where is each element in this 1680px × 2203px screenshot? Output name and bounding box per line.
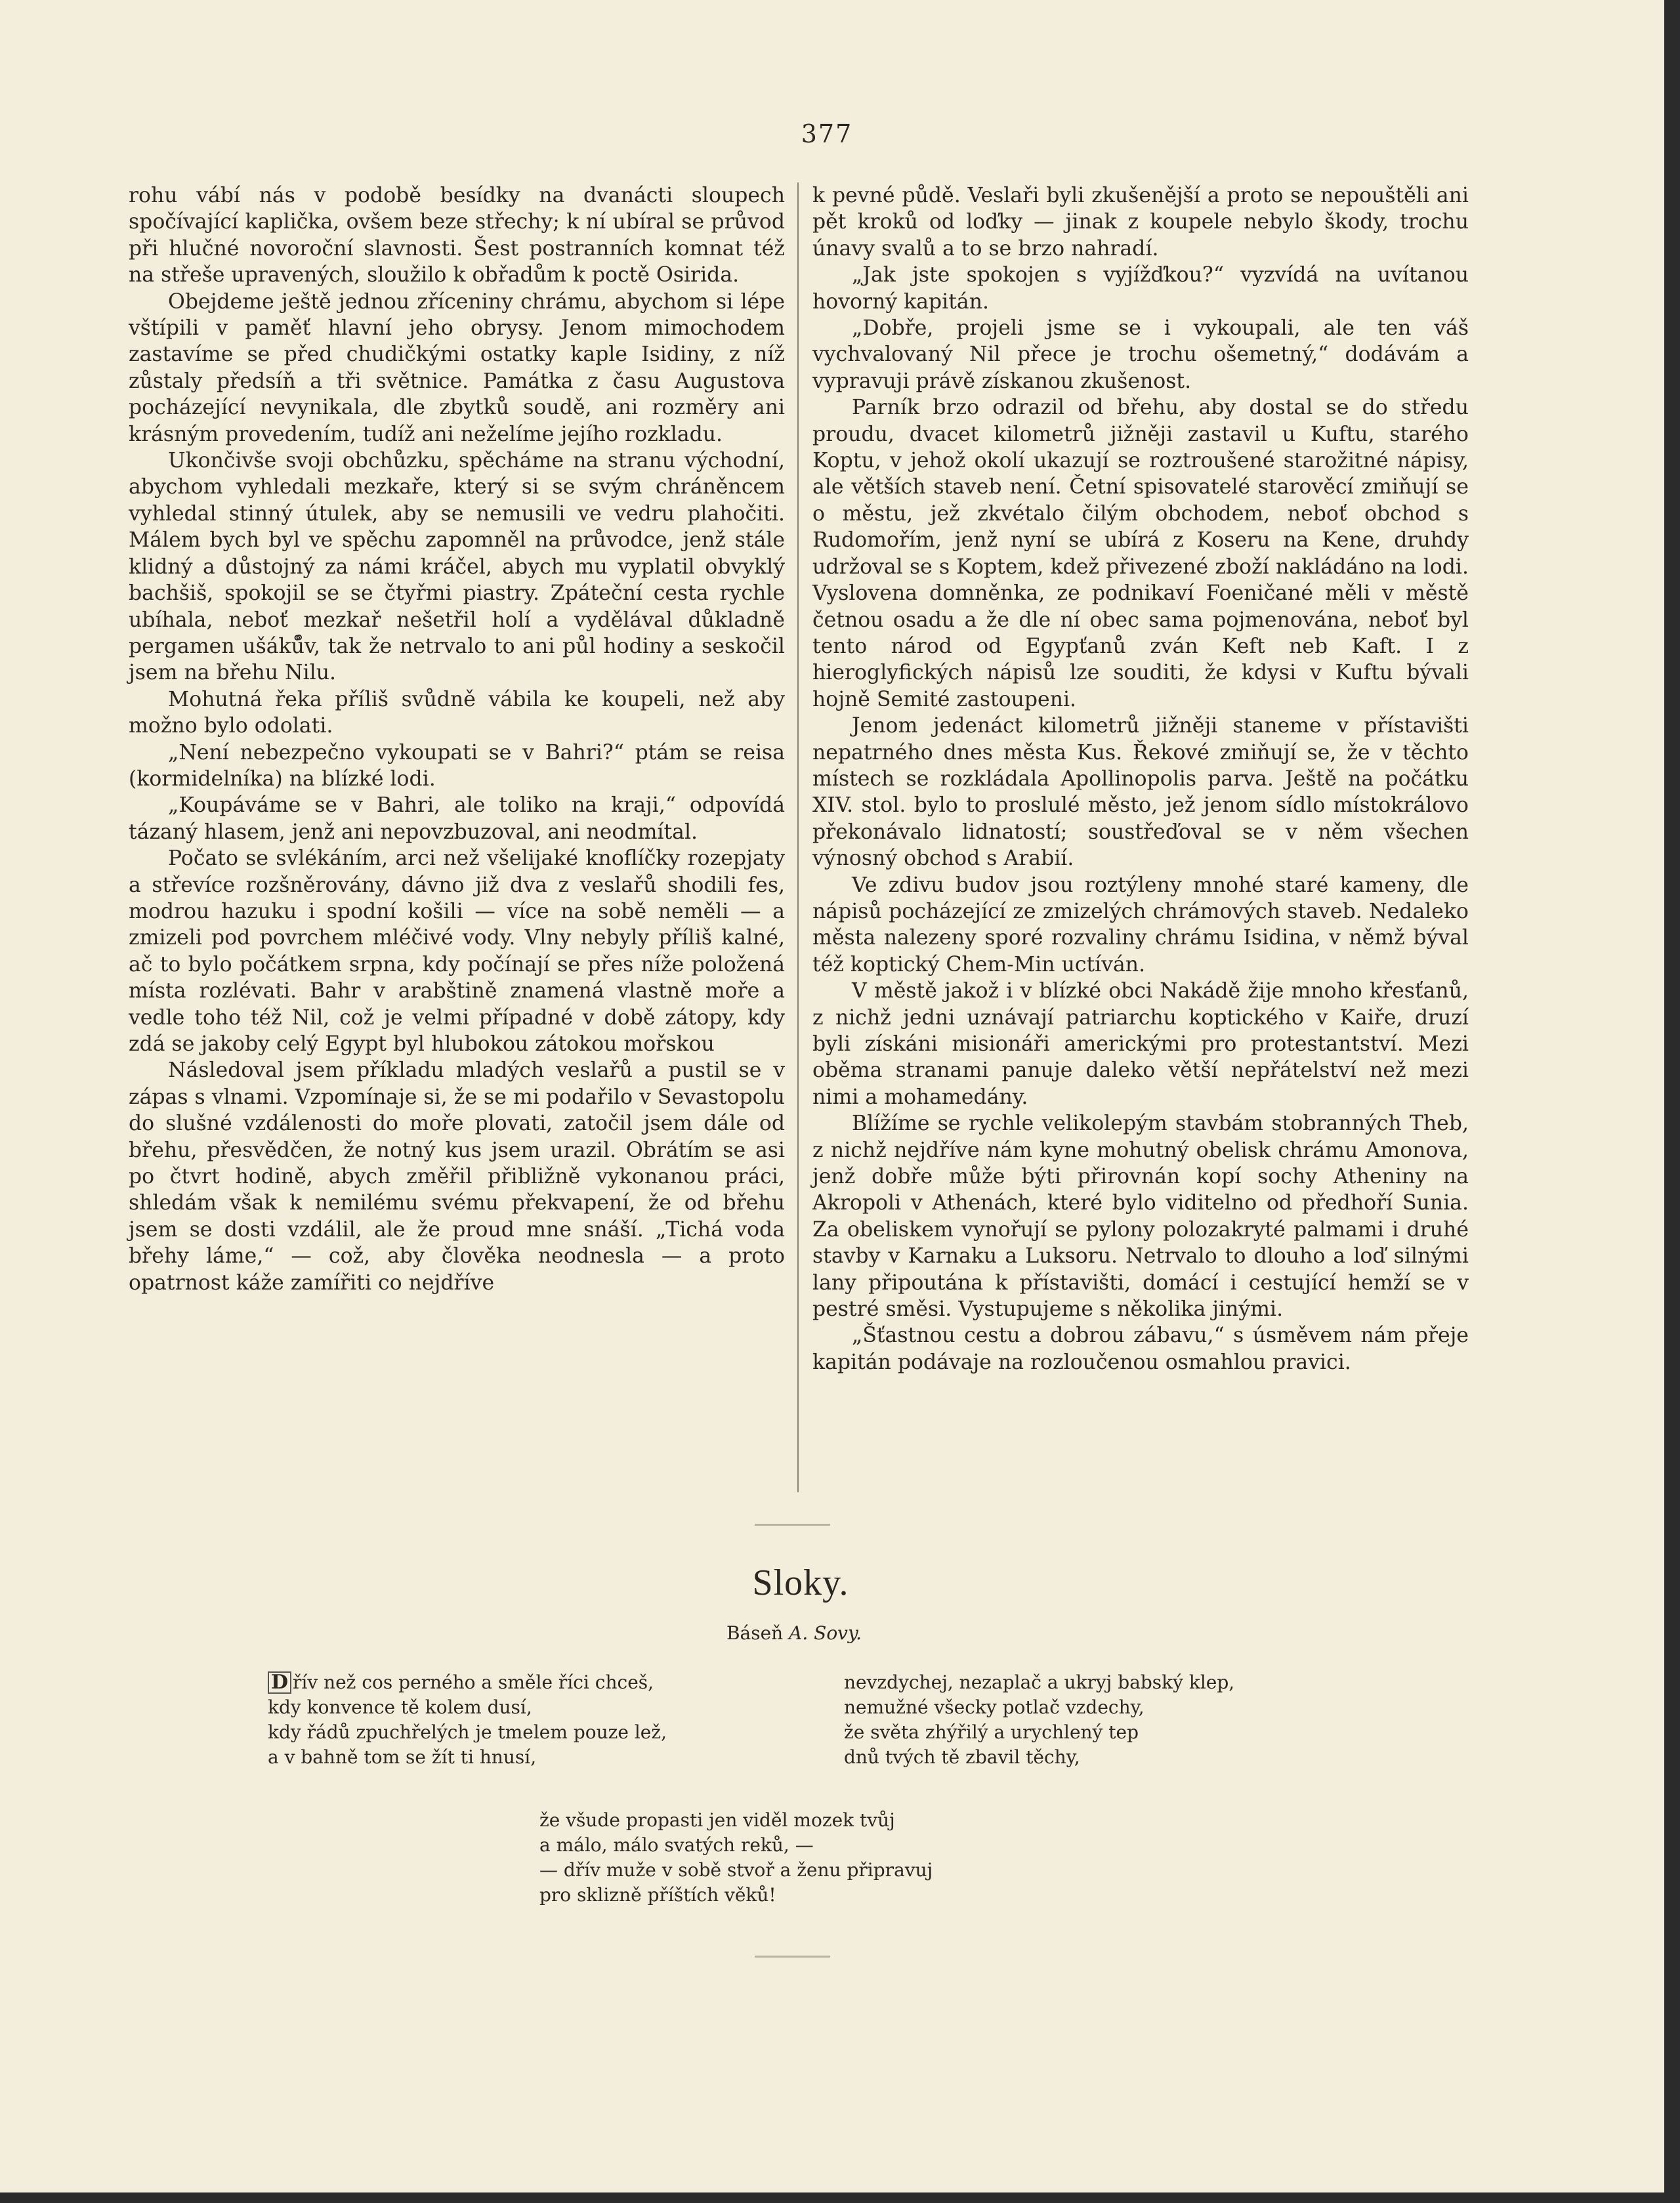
left-paragraph: „Koupáváme se v Bahri, ale toliko na kraji,“ odpovídá tázaný hlasem, jenž ani nepovzbuzoval, ani neodmítal. [129,793,785,844]
left-column [129,182,785,1296]
poem-line: nevzdychej, nezaplač a ukryj babský klep, [844,1671,1235,1693]
ornamental-initial: D [268,1671,291,1694]
right-paragraph: „Jak jste spokojen s vyjížďkou?“ vyzvídá na uvítanou hovorný kapitán. [812,263,1469,314]
right-paragraph: „Dobře, projeli jsme se i vykoupali, ale ten váš vychvalovaný Nil přece je trochu ošemetný,“ dodávám a vypravuji právě získanou zkušenost. [812,316,1469,393]
poem-stanza-3 [539,1808,1130,1908]
poem-line: kdy konvence tě kolem dusí, [268,1696,532,1718]
poem-byline [0,1622,1588,1644]
poem-line: že všude propasti jen viděl mozek tvůj [539,1809,895,1831]
right-paragraph: Ve zdivu budov jsou roztýleny mnohé staré kameny, dle nápisů pocházející ze zmizelých chrámových staveb. Nedaleko města nalezeny sporé rozvaliny chrámu Isidina, v němž býval též koptický Chem-Min uctíván. [812,873,1469,976]
left-paragraph: Obejdeme ještě jednou zříceniny chrámu, abychom si lépe vštípili v paměť hlavní jeho obrysy. Jenom mimochodem zastavíme se před chudičkými ostatky kaple Isidiny, z níž zůstaly předsíň a tři světnice. Památka z času Augustova pocházející nevynikala, dle zbytků soudě, ani rozměry ani krásným provedením, tudíž ani neželíme jejího rozkladu. [129,289,785,446]
left-paragraph: Počato se svlékáním, arci než všelijaké knoflíčky rozepjaty a střevíce rozšněrovány, dávno již dva z veslařů shodili fes, modrou hazuku i spodní košili — více na sobě neměli — a zmizeli pod povrchem mléčivé vody. Vlny nebyly příliš kalné, ač to bylo počátkem srpna, kdy počínají se přes níže položená místa rozlévati. Bahr v arabštině znamená vlastně moře a vedle toho též Nil, což je velmi případné v době zátopy, kdy zdá se jakoby celý Egypt byl hlubokou zátokou mořskou [129,847,785,1056]
left-paragraph: Ukončivše svoji obchůzku, spěcháme na stranu východní, abychom vyhledali mezkaře, který si se svým chráněncem vyhledal stinný útulek, aby se nemusili ve vedru plahočiti. Málem bych byl ve spěchu zapomněl na průvodce, jenž stále klidný a důstojný za námi kráčel, abych mu vyplatil obvyklý bachšiš, spokojil se se čtyřmi piastry. Zpáteční cesta rychle ubíhala, neboť mezkař nešetřil holí a vydělával důkladně pergamen ušáků̊v, tak že netrvalo to ani půl hodiny a seskočil jsem na břehu Nilu. [129,449,785,685]
byline-prefix: Báseň [726,1622,784,1644]
scan-edge-right [1664,0,1680,2203]
left-paragraph: rohu vábí nás v podobě besídky na dvanácti sloupech spočívající kaplička, ovšem beze střechy; k ní ubíral se průvod při hlučné novoroční slavnosti. Šest postranních komnat též na střeše upravených, sloužilo k obřadům k poctě Osirida. [129,184,785,287]
poem-line: — dřív muže v sobě stvoř a ženu připravuj [539,1859,933,1881]
separator-rule [755,1524,830,1526]
scan-edge-bottom [0,2193,1680,2203]
poem-stanza-2 [844,1670,1369,1770]
poem-line: pro sklizně příštích věků! [539,1884,776,1906]
poem-line: že světa zhýřilý a urychlený tep [844,1721,1139,1743]
separator-rule [755,1956,830,1958]
right-paragraph: Blížíme se rychle velikolepým stavbám stobranných Theb, z nichž nejdříve nám kyne mohutný obelisk chrámu Amonova, jenž dobře může býti přirovnán kopí sochy Atheniny na Akropoli v Athenách, které bylo viditelno od předhoří Sunia. Za obeliskem vynořují se pylony polozakryté palmami i druhé stavby v Karnaku a Luksoru. Netrvalo to dlouho a loď silnými lany připoutána k přístavišti, domácí i cestující hemží se v pestré směsi. Vystupujeme s několika jinými. [812,1112,1469,1322]
poem-line: dnů tvých tě zbavil těchy, [844,1746,1080,1768]
left-paragraph: Následoval jsem příkladu mladých veslařů a pustil se v zápas s vlnami. Vzpomínaje si, že se mi podařilo v Sevastopolu do slušné vzdálenosti do moře plovati, zatočil jsem dále od břehu, přesvědčen, že notný kus jsem urazil. Obrátím se asi po čtvrt hodině, abych změřil přibližně vykonanou práci, shledám však k nemilému svému překvapení, že od břehu jsem se dosti vzdálil, ale že proud mne snáší. „Tichá voda břehy láme,“ — což, aby člověka neodnesla — a proto opatrnost káže zamířiti co nejdříve [129,1059,785,1295]
poem-line: nemužné všecky potlač vzdechy, [844,1696,1144,1718]
poem-stanza-1 [268,1670,806,1770]
poem-line: kdy řádů zpuchřelých je tmelem pouze lež, [268,1721,667,1743]
poem-title: Sloky. [752,1563,849,1603]
right-column [812,182,1469,1375]
left-paragraph: „Není nebezpečno vykoupati se v Bahri?“ ptám se reisa (kormidelníka) na blízké lodi. [129,740,785,791]
poem-line: a v bahně tom se žít ti hnusí, [268,1746,537,1768]
right-paragraph: V městě jakož i v blízké obci Nakádě žije mnoho křesťanů, z nichž jedni uznávají patriarchu koptického v Kaiře, druzí byli získáni misionáři americkými pro protestantství. Mezi oběma stranami panuje daleko větší nepřátelství než mezi nimi a mohamedány. [812,979,1469,1109]
right-paragraph: Jenom jedenáct kilometrů jižněji staneme v přístavišti nepatrného dnes města Kus. Řekové zmiňují se, že v těchto místech se rozkládala Apollinopolis parva. Ještě na počátku XIV. stol. bylo to proslulé město, jež jenom sídlo místokrálovo překonávalo lidnatostí; soustřeďoval se v něm všechen výnosný obchod s Arabií. [812,714,1469,871]
right-paragraph: Parník brzo odrazil od břehu, aby dostal se do středu proudu, dvacet kilometrů jižněji zastavil u Kuftu, starého Koptu, v jehož okolí ukazují se roztroušené starožitné nápisy, ale větších staveb není. Četní spisovatelé starověcí zmiňují se o městu, jež zkvétalo čilým obchodem, neboť obchod s Rudomořím, jenž nyní se ubírá z Koseru na Kene, druhdy udržoval se s Koptem, kdež přivezené zboží nakládáno na lodi. Vyslovena domněnka, ze podnikaví Foeničané měli v městě četnou osadu a že dle ní obec sama pojmenována, neboť byl tento národ od Egypťanů zván Keft neb Kaft. I z hieroglyfických nápisů lze souditi, že kdysi v Kuftu bývali hojně Semité zastoupeni. [812,396,1469,711]
right-paragraph: k pevné půdě. Veslaři byli zkušenější a proto se nepouštěli ani pět kroků od loďky — jinak z koupele nebylo škody, trochu únavy svalů a to se brzo nahradí. [812,184,1469,261]
poem-author: A. Sovy. [789,1622,862,1644]
right-paragraph: „Šťastnou cestu a dobrou zábavu,“ s úsměvem nám přeje kapitán podávaje na rozloučenou osmahlou pravici. [812,1324,1469,1374]
page-number: 377 [801,119,853,148]
poem-line: a málo, málo svatých reků, — [539,1834,814,1856]
left-paragraph: Mohutná řeka příliš svůdně vábila ke koupeli, než aby možno bylo odolati. [129,687,785,738]
poem-line: D řív než cos perného a směle říci chceš, [268,1670,806,1695]
column-divider [797,182,799,1492]
